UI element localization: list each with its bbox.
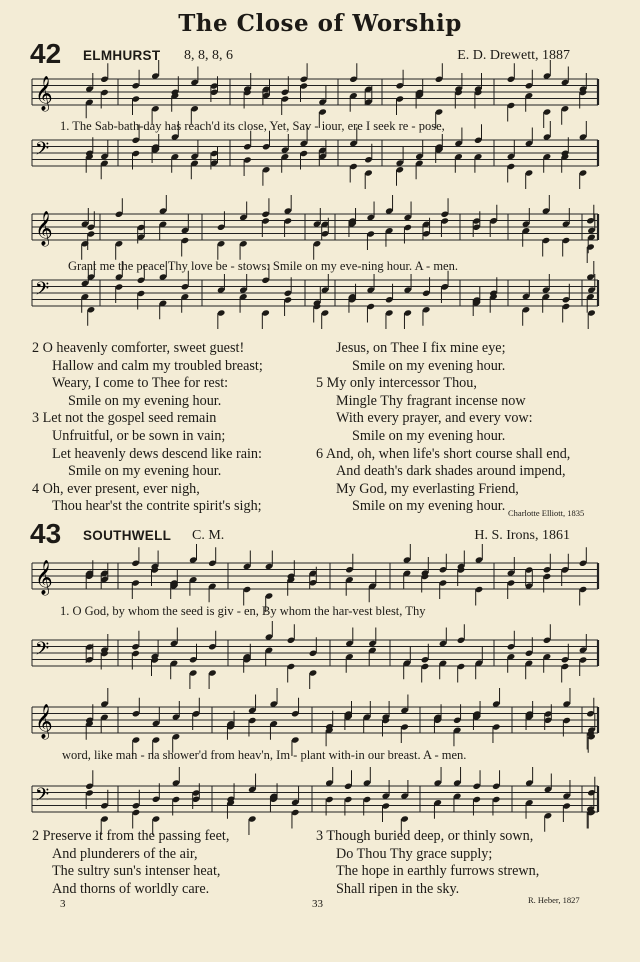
verse-line: 2 O heavenly comforter, sweet guest! xyxy=(32,340,245,356)
verse-line: Hallow and calm my troubled breast; xyxy=(52,357,263,374)
verse-line: Smile on my evening hour. xyxy=(352,498,506,515)
verse-line: Jesus, on Thee I fix mine eye; xyxy=(336,340,506,356)
hymn-42-lyric-line-1: 1. The Sab-bath-day has reach'd its close, Yet, Sav - iour, ere I seek re - pose, xyxy=(60,119,445,133)
verse-line: Smile on my evening hour. xyxy=(352,357,506,374)
tune-name: ELMHURST xyxy=(83,48,161,63)
verse-line: Shall ripen in the sky. xyxy=(336,880,460,897)
verse-line: Smile on my evening hour. xyxy=(352,427,506,444)
composer: E. D. Drewett, 1887 xyxy=(457,48,570,63)
treble-clef-icon: 𝄞 xyxy=(35,76,53,111)
verse-line: Smile on my evening hour. xyxy=(68,463,222,480)
hymn-42-lyric-line-2: Grant me the peace Thy love be - stows: Smile on my eve-ning hour. A - men. xyxy=(68,259,458,273)
verse-line: 2 Preserve it from the passing feet, xyxy=(32,828,230,844)
verse-line: 4 Oh, ever present, ever nigh, xyxy=(32,480,200,497)
verse-line: Mingle Thy fragrant incense now xyxy=(336,392,526,409)
verse-line: And thorns of worldly care. xyxy=(52,880,210,897)
treble-clef-icon: 𝄞 xyxy=(35,211,53,246)
signature-mark: 3 xyxy=(60,898,66,910)
page-number: 33 xyxy=(312,898,323,910)
treble-clef-icon: 𝄞 xyxy=(35,560,53,595)
hymn-42-verses-right xyxy=(316,340,570,516)
verse-line: 3 Though buried deep, or thinly sown, xyxy=(316,828,534,844)
hymn-number: 43 xyxy=(30,518,62,549)
verse-line: My God, my everlasting Friend, xyxy=(336,480,519,497)
hymn-42-verses-left xyxy=(32,340,263,516)
verse-line: And death's dark shades around impend, xyxy=(336,463,566,480)
hymn-43-lyric-line-1: 1. O God, by whom the seed is giv - en, By whom the har-vest blest, Thy xyxy=(60,604,426,618)
hymn-43-verses-right xyxy=(316,828,539,898)
verse-line: Let heavenly dews descend like rain: xyxy=(52,445,262,462)
tune-name: SOUTHWELL xyxy=(83,528,172,543)
verse-line: Thou hear'st the contrite spirit's sigh; xyxy=(52,498,262,515)
verse-line: Do Thou Thy grace supply; xyxy=(336,845,493,862)
bass-clef-icon: 𝄢 xyxy=(35,139,50,164)
page-title: The Close of Worship xyxy=(178,10,462,37)
hymn-43-lyric-line-2: word, like man - na shower'd from heav'n, Im - plant with-in our breast. A - men. xyxy=(62,748,467,762)
verse-line: And plunderers of the air, xyxy=(52,845,198,862)
meter: C. M. xyxy=(192,528,225,543)
treble-clef-icon: 𝄞 xyxy=(35,704,53,739)
verse-line: 6 And, oh, when life's short course shall end, xyxy=(316,445,571,462)
composer: H. S. Irons, 1861 xyxy=(474,528,570,543)
bass-clef-icon: 𝄢 xyxy=(35,639,50,664)
bass-clef-icon: 𝄢 xyxy=(35,785,50,810)
verse-line: 3 Let not the gospel seed remain xyxy=(32,410,217,427)
verse-line: 5 My only intercessor Thou, xyxy=(316,375,477,392)
verse-line: Smile on my evening hour. xyxy=(68,392,222,409)
hymn-42-author: Charlotte Elliott, 1835 xyxy=(508,508,585,518)
verse-line: With every prayer, and every vow: xyxy=(336,410,533,427)
hymn-number: 42 xyxy=(30,38,62,69)
bass-clef-icon: 𝄢 xyxy=(35,279,50,304)
verse-line: The hope in earthly furrows strewn, xyxy=(336,863,540,880)
verse-line: The sultry sun's intenser heat, xyxy=(52,863,221,880)
hymn-43-author: R. Heber, 1827 xyxy=(528,895,580,905)
meter: 8, 8, 8, 6 xyxy=(184,48,233,63)
verse-line: Weary, I come to Thee for rest: xyxy=(52,375,229,392)
verse-line: Unfruitful, or be sown in vain; xyxy=(52,427,226,444)
hymn-43-verses-left xyxy=(32,828,229,898)
